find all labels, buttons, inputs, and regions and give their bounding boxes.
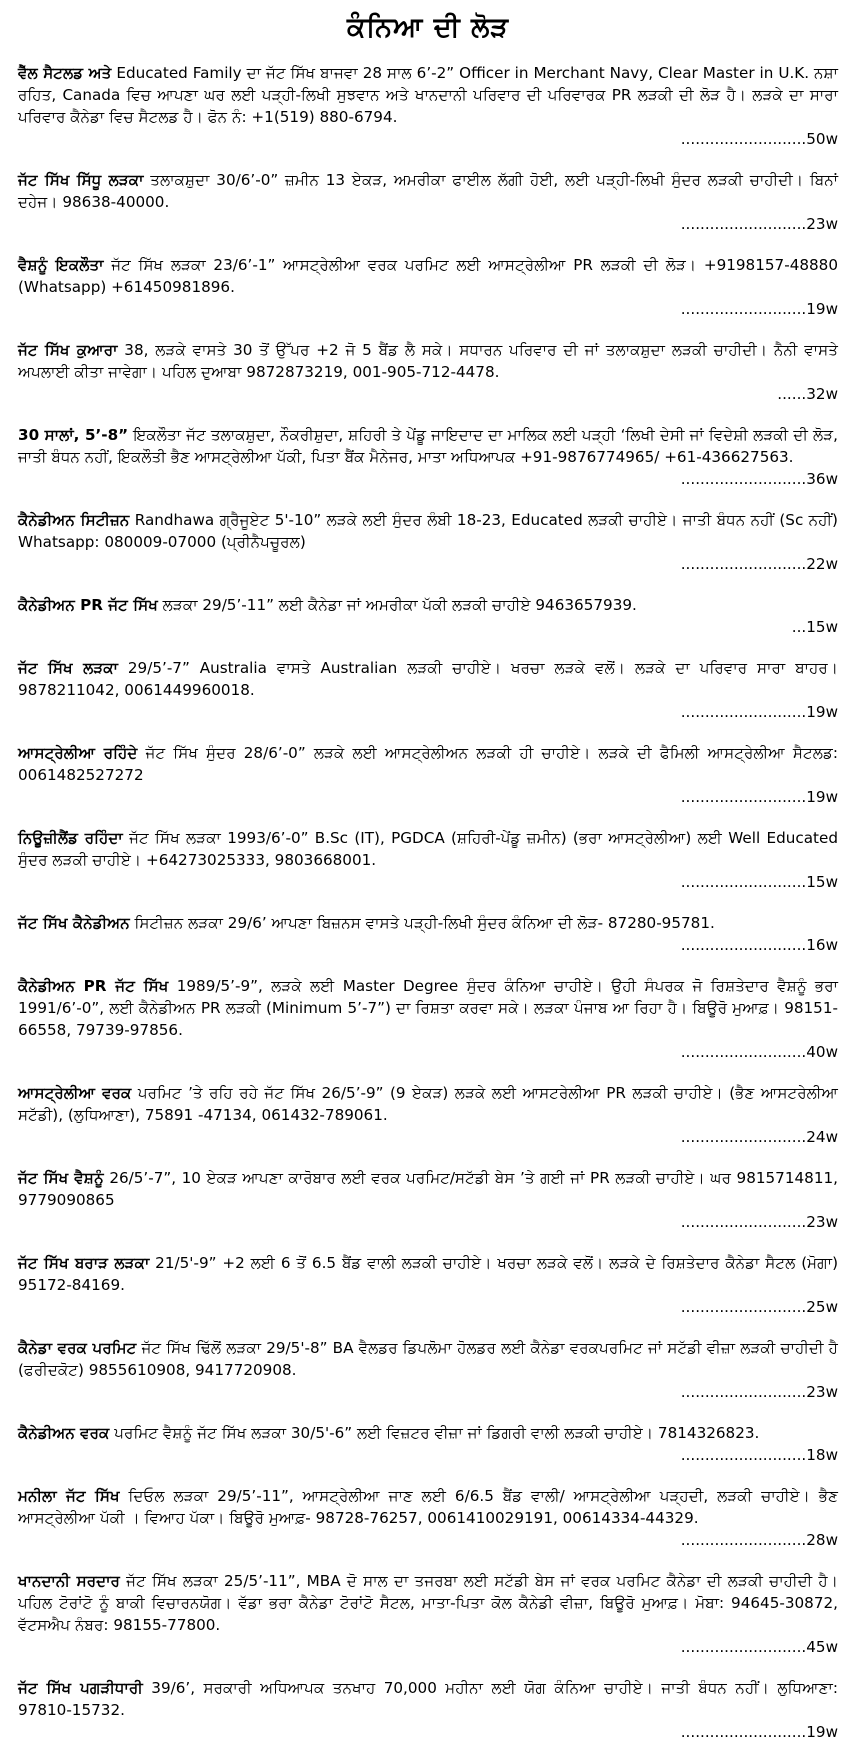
ad-body bbox=[18, 912, 838, 934]
classified-ad bbox=[18, 1082, 838, 1148]
ad-price: ..........................28w bbox=[680, 1531, 838, 1549]
ad-text: 26/5’-7”, 10 ਏਕੜ ਆਪਣਾ ਕਾਰੋਬਾਰ ਲਈ ਵਰਕ ਪਰਮਿਟ/ਸਟੱਡੀ ਬੇਸ ’ਤੇ ਗਈ ਜਾਂ PR ਲੜਕੀ ਚਾਹੀਏ। ਘਰ 9815714811, 9779090865 bbox=[18, 1169, 838, 1209]
ad-lead: ਕੈਨੇਡਾ ਵਰਕ ਪਰਮਿਟ bbox=[18, 1339, 137, 1357]
ad-text: 39/6’, ਸਰਕਾਰੀ ਅਧਿਆਪਕ ਤਨਖਾਹ 70,000 ਮਹੀਨਾ ਲਈ ਯੋਗ ਕੰਨਿਆ ਚਾਹੀਏ। ਜਾਤੀ ਬੰਧਨ ਨਹੀਂ। ਲੁਧਿਆਣਾ: 97810-15732. bbox=[18, 1679, 838, 1719]
ad-lead: ਖਾਨਦਾਨੀ ਸਰਦਾਰ bbox=[18, 1572, 120, 1590]
classified-ad bbox=[18, 594, 838, 638]
ad-lead: ਕੈਨੇਡੀਅਨ PR ਜੱਟ ਸਿੱਖ bbox=[18, 977, 169, 995]
ad-text: ਦਿਓਲ ਲੜਕਾ 29/5’-11”, ਆਸਟ੍ਰੇਲੀਆ ਜਾਣ ਲਈ 6/6.5 ਬੈਂਡ ਵਾਲੀ/ ਆਸਟ੍ਰੇਲੀਆ ਪੜ੍ਹਦੀ, ਲੜਕੀ ਚਾਹੀਏ। ਭੈਣ ਆਸਟ੍ਰੇਲੀਆ ਪੱਕੀ । ਵਿਆਹ ਪੱਕਾ। ਬਿਊਰੋ ਮੁਆਫ਼- 98728-76257, 0061410029191, 00614334-44329. bbox=[18, 1487, 838, 1527]
ad-lead: 30 ਸਾਲਾਂ, 5’-8” bbox=[18, 426, 129, 444]
ad-price: ..........................24w bbox=[680, 1128, 838, 1146]
ad-body bbox=[18, 1485, 838, 1529]
classified-ad bbox=[18, 1252, 838, 1318]
classified-ad bbox=[18, 1337, 838, 1403]
classified-ad bbox=[18, 1677, 838, 1743]
ad-body bbox=[18, 1082, 838, 1126]
ad-body bbox=[18, 509, 838, 553]
ad-lead: ਜੱਟ ਸਿੱਖ ਕੁਆਰਾ bbox=[18, 341, 118, 359]
ad-body bbox=[18, 657, 838, 701]
ad-lead: ਕੈਨੇਡੀਅਨ PR ਜੱਟ ਸਿੱਖ bbox=[18, 596, 158, 614]
ad-lead: ਵੈਸ਼ਨੂੰ ਇਕਲੌਤਾ bbox=[18, 256, 104, 274]
ad-price: ..........................23w bbox=[680, 1383, 838, 1401]
ad-price: ..........................25w bbox=[680, 1298, 838, 1316]
ad-body bbox=[18, 1337, 838, 1381]
ad-text: ਜੱਟ ਸਿੱਖ ਲੜਕਾ 23/6’-1” ਆਸਟ੍ਰੇਲੀਆ ਵਰਕ ਪਰਮਿਟ ਲਈ ਆਸਟ੍ਰੇਲੀਆ PR ਲੜਕੀ ਦੀ ਲੋੜ। +9198157-48880 (Whatsapp) +61450981896. bbox=[18, 256, 839, 296]
ad-text: Randhawa ਗ੍ਰੈਜੂਏਟ 5'-10” ਲੜਕੇ ਲਈ ਸੁੰਦਰ ਲੰਬੀ 18-23, Educated ਲੜਕੀ ਚਾਹੀਏ। ਜਾਤੀ ਬੰਧਨ ਨਹੀਂ (Sc ਨਹੀਂ) Whatsapp: 080009-07000 (ਪ੍ਰੀਨੈਪਚੂਰਲ) bbox=[18, 511, 838, 551]
classified-ad bbox=[18, 509, 838, 575]
ad-text: ਜੱਟ ਸਿੱਖ ਲੜਕਾ 25/5’-11”, MBA ਦੋ ਸਾਲ ਦਾ ਤਜਰਬਾ ਲਈ ਸਟੱਡੀ ਬੇਸ ਜਾਂ ਵਰਕ ਪਰਮਿਟ ਕੈਨੇਡਾ ਦੀ ਲੜਕੀ ਚਾਹੀਦੀ ਹੈ। ਪਹਿਲ ਟੋਰਾਂਟੋ ਨੂੰ ਬਾਕੀ ਵਿਚਾਰਨਯੋਗ। ਵੱਡਾ ਭਰਾ ਕੈਨੇਡਾ ਟੋਰਾਂਟੋ ਸੈਟਲ, ਮਾਤਾ-ਪਿਤਾ ਕੋਲ ਕੈਨੇਡੀ ਵੀਜ਼ਾ, ਬਿਊਰੋ ਮੁਆਫ਼। ਮੋਬਾ: 94645-30872, ਵੱਟਸਐਪ ਨੰਬਰ: 98155-77800. bbox=[18, 1572, 838, 1634]
classified-ad bbox=[18, 424, 838, 490]
ad-body bbox=[18, 1252, 838, 1296]
ad-text: ਪਰਮਿਟ ’ਤੇ ਰਹਿ ਰਹੇ ਜੱਟ ਸਿੱਖ 26/5’-9” (9 ਏਕੜ) ਲੜਕੇ ਲਈ ਆਸਟਰੇਲੀਆ PR ਲੜਕੀ ਚਾਹੀਏ। (ਭੈਣ ਆਸਟਰੇਲੀਆ ਸਟੱਡੀ), (ਲੁਧਿਆਣਾ), 75891 -47134, 061432-789061. bbox=[18, 1084, 838, 1124]
ad-price: ..........................23w bbox=[680, 1213, 838, 1231]
classified-ad bbox=[18, 169, 838, 235]
ad-text: Educated Family ਦਾ ਜੱਟ ਸਿੱਖ ਬਾਜਵਾ 28 ਸਾਲ 6’-2” Officer in Merchant Navy, Clear Master in U.K. ਨਸ਼ਾ ਰਹਿਤ, Canada ਵਿਚ ਆਪਣਾ ਘਰ ਲਈ ਪੜ੍ਹੀ-ਲਿਖੀ ਸੁਝਵਾਨ ਅਤੇ ਖਾਨਦਾਨੀ ਪਰਿਵਾਰ ਦੀ ਪਰਿਵਾਰਕ PR ਲੜਕੀ ਦੀ ਲੋੜ ਹੈ। ਲੜਕੇ ਦਾ ਸਾਰਾ ਪਰਿਵਾਰ ਕੈਨੇਡਾ ਵਿਚ ਸੈਟਲਡ ਹੈ। ਫੋਨ ਨੰ: +1(519) 880-6794. bbox=[18, 64, 839, 126]
ad-body bbox=[18, 742, 838, 786]
ad-lead: ਜੱਟ ਸਿੱਖ ਲੜਕਾ bbox=[18, 659, 118, 677]
ad-text: ਪਰਮਿਟ ਵੈਸ਼ਨੂੰ ਜੱਟ ਸਿੱਖ ਲੜਕਾ 30/5'-6” ਲਈ ਵਿਜ਼ਟਰ ਵੀਜ਼ਾ ਜਾਂ ਡਿਗਰੀ ਵਾਲੀ ਲੜਕੀ ਚਾਹੀਏ। 7814326823. bbox=[109, 1424, 760, 1442]
ad-text: ਜੱਟ ਸਿੱਖ ਸੁੰਦਰ 28/6’-0” ਲੜਕੇ ਲਈ ਆਸਟ੍ਰੇਲੀਅਨ ਲੜਕੀ ਹੀ ਚਾਹੀਏ। ਲੜਕੇ ਦੀ ਫੈਮਿਲੀ ਆਸਟ੍ਰੇਲੀਆ ਸੈਟਲਡ: 0061482527272 bbox=[18, 744, 838, 784]
ad-body bbox=[18, 424, 838, 468]
ad-price: ..........................16w bbox=[680, 936, 838, 954]
ad-text: 21/5'-9” +2 ਲਈ 6 ਤੋਂ 6.5 ਬੈਂਡ ਵਾਲੀ ਲੜਕੀ ਚਾਹੀਏ। ਖਰਚਾ ਲੜਕੇ ਵਲੋਂ। ਲੜਕੇ ਦੇ ਰਿਸ਼ਤੇਦਾਰ ਕੈਨੇਡਾ ਸੈਟਲ (ਮੋਗਾ) 95172-84169. bbox=[18, 1254, 838, 1294]
classified-ad bbox=[18, 912, 838, 956]
ad-body bbox=[18, 594, 838, 616]
ad-lead: ਕੈਨੇਡੀਅਨ ਵਰਕ bbox=[18, 1424, 110, 1442]
classified-ad bbox=[18, 1570, 838, 1658]
ad-price: ..........................22w bbox=[680, 555, 838, 573]
ad-body bbox=[18, 62, 838, 128]
ad-text: ਜੱਟ ਸਿੱਖ ਲੜਕਾ 1993/6’-0” B.Sc (IT), PGDCA (ਸ਼ਹਿਰੀ-ਪੇਂਡੂ ਜ਼ਮੀਨ) (ਭਰਾ ਆਸਟ੍ਰੇਲੀਆ) ਲਈ Well Educated ਸੁੰਦਰ ਲੜਕੀ ਚਾਹੀਏ। +64273025333, 9803668001. bbox=[18, 829, 838, 869]
classified-ad bbox=[18, 254, 838, 320]
classified-ad bbox=[18, 827, 838, 893]
ad-price: ..........................23w bbox=[680, 215, 838, 233]
ad-price: ..........................19w bbox=[680, 703, 838, 721]
ad-body bbox=[18, 254, 838, 298]
ad-body bbox=[18, 1167, 838, 1211]
ad-body bbox=[18, 339, 838, 383]
ad-text: 29/5’-7” Australia ਵਾਸਤੇ Australian ਲੜਕੀ ਚਾਹੀਏ। ਖਰਚਾ ਲੜਕੇ ਵਲੋਂ। ਲੜਕੇ ਦਾ ਪਰਿਵਾਰ ਸਾਰਾ ਬਾਹਰ। 9878211042, 0061449960018. bbox=[18, 659, 838, 699]
ad-price: ..........................15w bbox=[680, 873, 838, 891]
ad-lead: ਜੱਟ ਸਿੱਖ ਸਿੱਧੂ ਲੜਕਾ bbox=[18, 171, 144, 189]
ad-lead: ਕੈਨੇਡੀਅਨ ਸਿਟੀਜ਼ਨ bbox=[18, 511, 130, 529]
ad-lead: ਮਨੀਲਾ ਜੱਟ ਸਿੱਖ bbox=[18, 1487, 120, 1505]
classified-ad bbox=[18, 1485, 838, 1551]
ad-body bbox=[18, 1570, 838, 1636]
classified-ad bbox=[18, 657, 838, 723]
ad-price: ..........................18w bbox=[680, 1446, 838, 1464]
ad-lead: ਆਸਟ੍ਰੇਲੀਆ ਰਹਿੰਦੇ bbox=[18, 744, 138, 762]
ad-price: ..........................40w bbox=[680, 1043, 838, 1061]
ads-list bbox=[18, 62, 838, 1743]
ad-lead: ਜੱਟ ਸਿੱਖ ਵੈਸ਼ਨੂੰ bbox=[18, 1169, 104, 1187]
ad-price: ..........................45w bbox=[680, 1638, 838, 1656]
ad-body bbox=[18, 827, 838, 871]
ad-lead: ਜੱਟ ਸਿੱਖ ਬਰਾੜ ਲੜਕਾ bbox=[18, 1254, 150, 1272]
ad-text: ਲੜਕਾ 29/5’-11” ਲਈ ਕੈਨੇਡਾ ਜਾਂ ਅਮਰੀਕਾ ਪੱਕੀ ਲੜਕੀ ਚਾਹੀਏ 9463657939. bbox=[157, 596, 637, 614]
ad-price: ..........................19w bbox=[680, 300, 838, 318]
page-title: ਕੰਨਿਆ ਦੀ ਲੋੜ bbox=[346, 12, 510, 43]
ad-text: 38, ਲੜਕੇ ਵਾਸਤੇ 30 ਤੋਂ ਉੱਪਰ +2 ਜੋ 5 ਬੈਂਡ ਲੈ ਸਕੇ। ਸਧਾਰਨ ਪਰਿਵਾਰ ਦੀ ਜਾਂ ਤਲਾਕਸ਼ੁਦਾ ਲੜਕੀ ਚਾਹੀਦੀ। ਨੈਨੀ ਵਾਸਤੇ ਅਪਲਾਈ ਕੀਤਾ ਜਾਵੇਗਾ। ਪਹਿਲ ਦੁਆਬਾ 9872873219, 001-905-712-4478. bbox=[18, 341, 838, 381]
ad-body bbox=[18, 1422, 838, 1444]
classified-ad bbox=[18, 1422, 838, 1466]
ad-lead: ਨਿਊਜ਼ੀਲੈਂਡ ਰਹਿੰਦਾ bbox=[18, 829, 123, 847]
classified-ad bbox=[18, 975, 838, 1063]
ad-text: 1989/5’-9”, ਲੜਕੇ ਲਈ Master Degree ਸੁੰਦਰ ਕੰਨਿਆ ਚਾਹੀਏ। ਉਹੀ ਸੰਪਰਕ ਜੋ ਰਿਸ਼ਤੇਦਾਰ ਵੈਸ਼ਨੂੰ ਭਰਾ 1991/6’-0”, ਲਈ ਕੈਨੇਡੀਅਨ PR ਲੜਕੀ (Minimum 5’-7”) ਦਾ ਰਿਸ਼ਤਾ ਕਰਵਾ ਸਕੇ। ਲੜਕਾ ਪੰਜਾਬ ਆ ਰਿਹਾ ਹੈ। ਬਿਊਰੋ ਮੁਆਫ਼। 98151-66558, 79739-97856. bbox=[18, 977, 838, 1039]
classified-ad bbox=[18, 339, 838, 405]
classified-ad bbox=[18, 62, 838, 150]
ad-lead: ਵੈੱਲ ਸੈਟਲਡ ਅਤੇ bbox=[18, 64, 112, 82]
classified-ad bbox=[18, 742, 838, 808]
ad-price: ..........................36w bbox=[680, 470, 838, 488]
ad-body bbox=[18, 169, 838, 213]
ad-text: ਸਿਟੀਜ਼ਨ ਲੜਕਾ 29/6’ ਆਪਣਾ ਬਿਜ਼ਨਸ ਵਾਸਤੇ ਪੜ੍ਹੀ-ਲਿਖੀ ਸੁੰਦਰ ਕੰਨਿਆ ਦੀ ਲੋੜ- 87280-95781. bbox=[129, 914, 715, 932]
ad-price: ......32w bbox=[777, 385, 838, 403]
ad-price: ..........................19w bbox=[680, 1723, 838, 1741]
ad-lead: ਜੱਟ ਸਿੱਖ ਕੈਨੇਡੀਅਨ bbox=[18, 914, 130, 932]
ad-text: ਤਲਾਕਸ਼ੁਦਾ 30/6’-0” ਜ਼ਮੀਨ 13 ਏਕੜ, ਅਮਰੀਕਾ ਫਾਈਲ ਲੱਗੀ ਹੋਈ, ਲਈ ਪੜ੍ਹੀ-ਲਿਖੀ ਸੁੰਦਰ ਲੜਕੀ ਚਾਹੀਦੀ। ਬਿਨਾਂ ਦਹੇਜ। 98638-40000. bbox=[18, 171, 838, 211]
ad-lead: ਜੱਟ ਸਿੱਖ ਪਗੜੀਧਾਰੀ bbox=[18, 1679, 143, 1697]
ad-body bbox=[18, 1677, 838, 1721]
classified-ad bbox=[18, 1167, 838, 1233]
ad-text: ਇਕਲੌਤਾ ਜੱਟ ਤਲਾਕਸ਼ੁਦਾ, ਨੌਕਰੀਸ਼ੁਦਾ, ਸ਼ਹਿਰੀ ਤੇ ਪੇਂਡੂ ਜਾਇਦਾਦ ਦਾ ਮਾਲਿਕ ਲਈ ਪੜ੍ਹੀ ‘ਲਿਖੀ ਦੇਸੀ ਜਾਂ ਵਿਦੇਸ਼ੀ ਲੜਕੀ ਦੀ ਲੋੜ, ਜਾਤੀ ਬੰਧਨ ਨਹੀਂ, ਇਕਲੌਤੀ ਭੈਣ ਆਸਟ੍ਰੇਲੀਆ ਪੱਕੀ, ਪਿਤਾ ਬੈਂਕ ਮੈਨੇਜਰ, ਮਾਤਾ ਅਧਿਆਪਕ +91-9876774965/ +61-436627563. bbox=[18, 426, 838, 466]
ad-lead: ਆਸਟ੍ਰੇਲੀਆ ਵਰਕ bbox=[18, 1084, 132, 1102]
ad-text: ਜੱਟ ਸਿੱਖ ਢਿੱਲੋਂ ਲੜਕਾ 29/5'-8” BA ਵੈਲਡਰ ਡਿਪਲੋਮਾ ਹੋਲਡਰ ਲਈ ਕੈਨੇਡਾ ਵਰਕਪਰਮਿਟ ਜਾਂ ਸਟੱਡੀ ਵੀਜ਼ਾ ਲੜਕੀ ਚਾਹੀਦੀ ਹੈ (ਫਰੀਦਕੋਟ) 9855610908, 9417720908. bbox=[18, 1339, 838, 1379]
ad-body bbox=[18, 975, 838, 1041]
ad-price: ..........................50w bbox=[680, 130, 838, 148]
ad-price: ..........................19w bbox=[680, 788, 838, 806]
ad-price: ...15w bbox=[791, 618, 838, 636]
